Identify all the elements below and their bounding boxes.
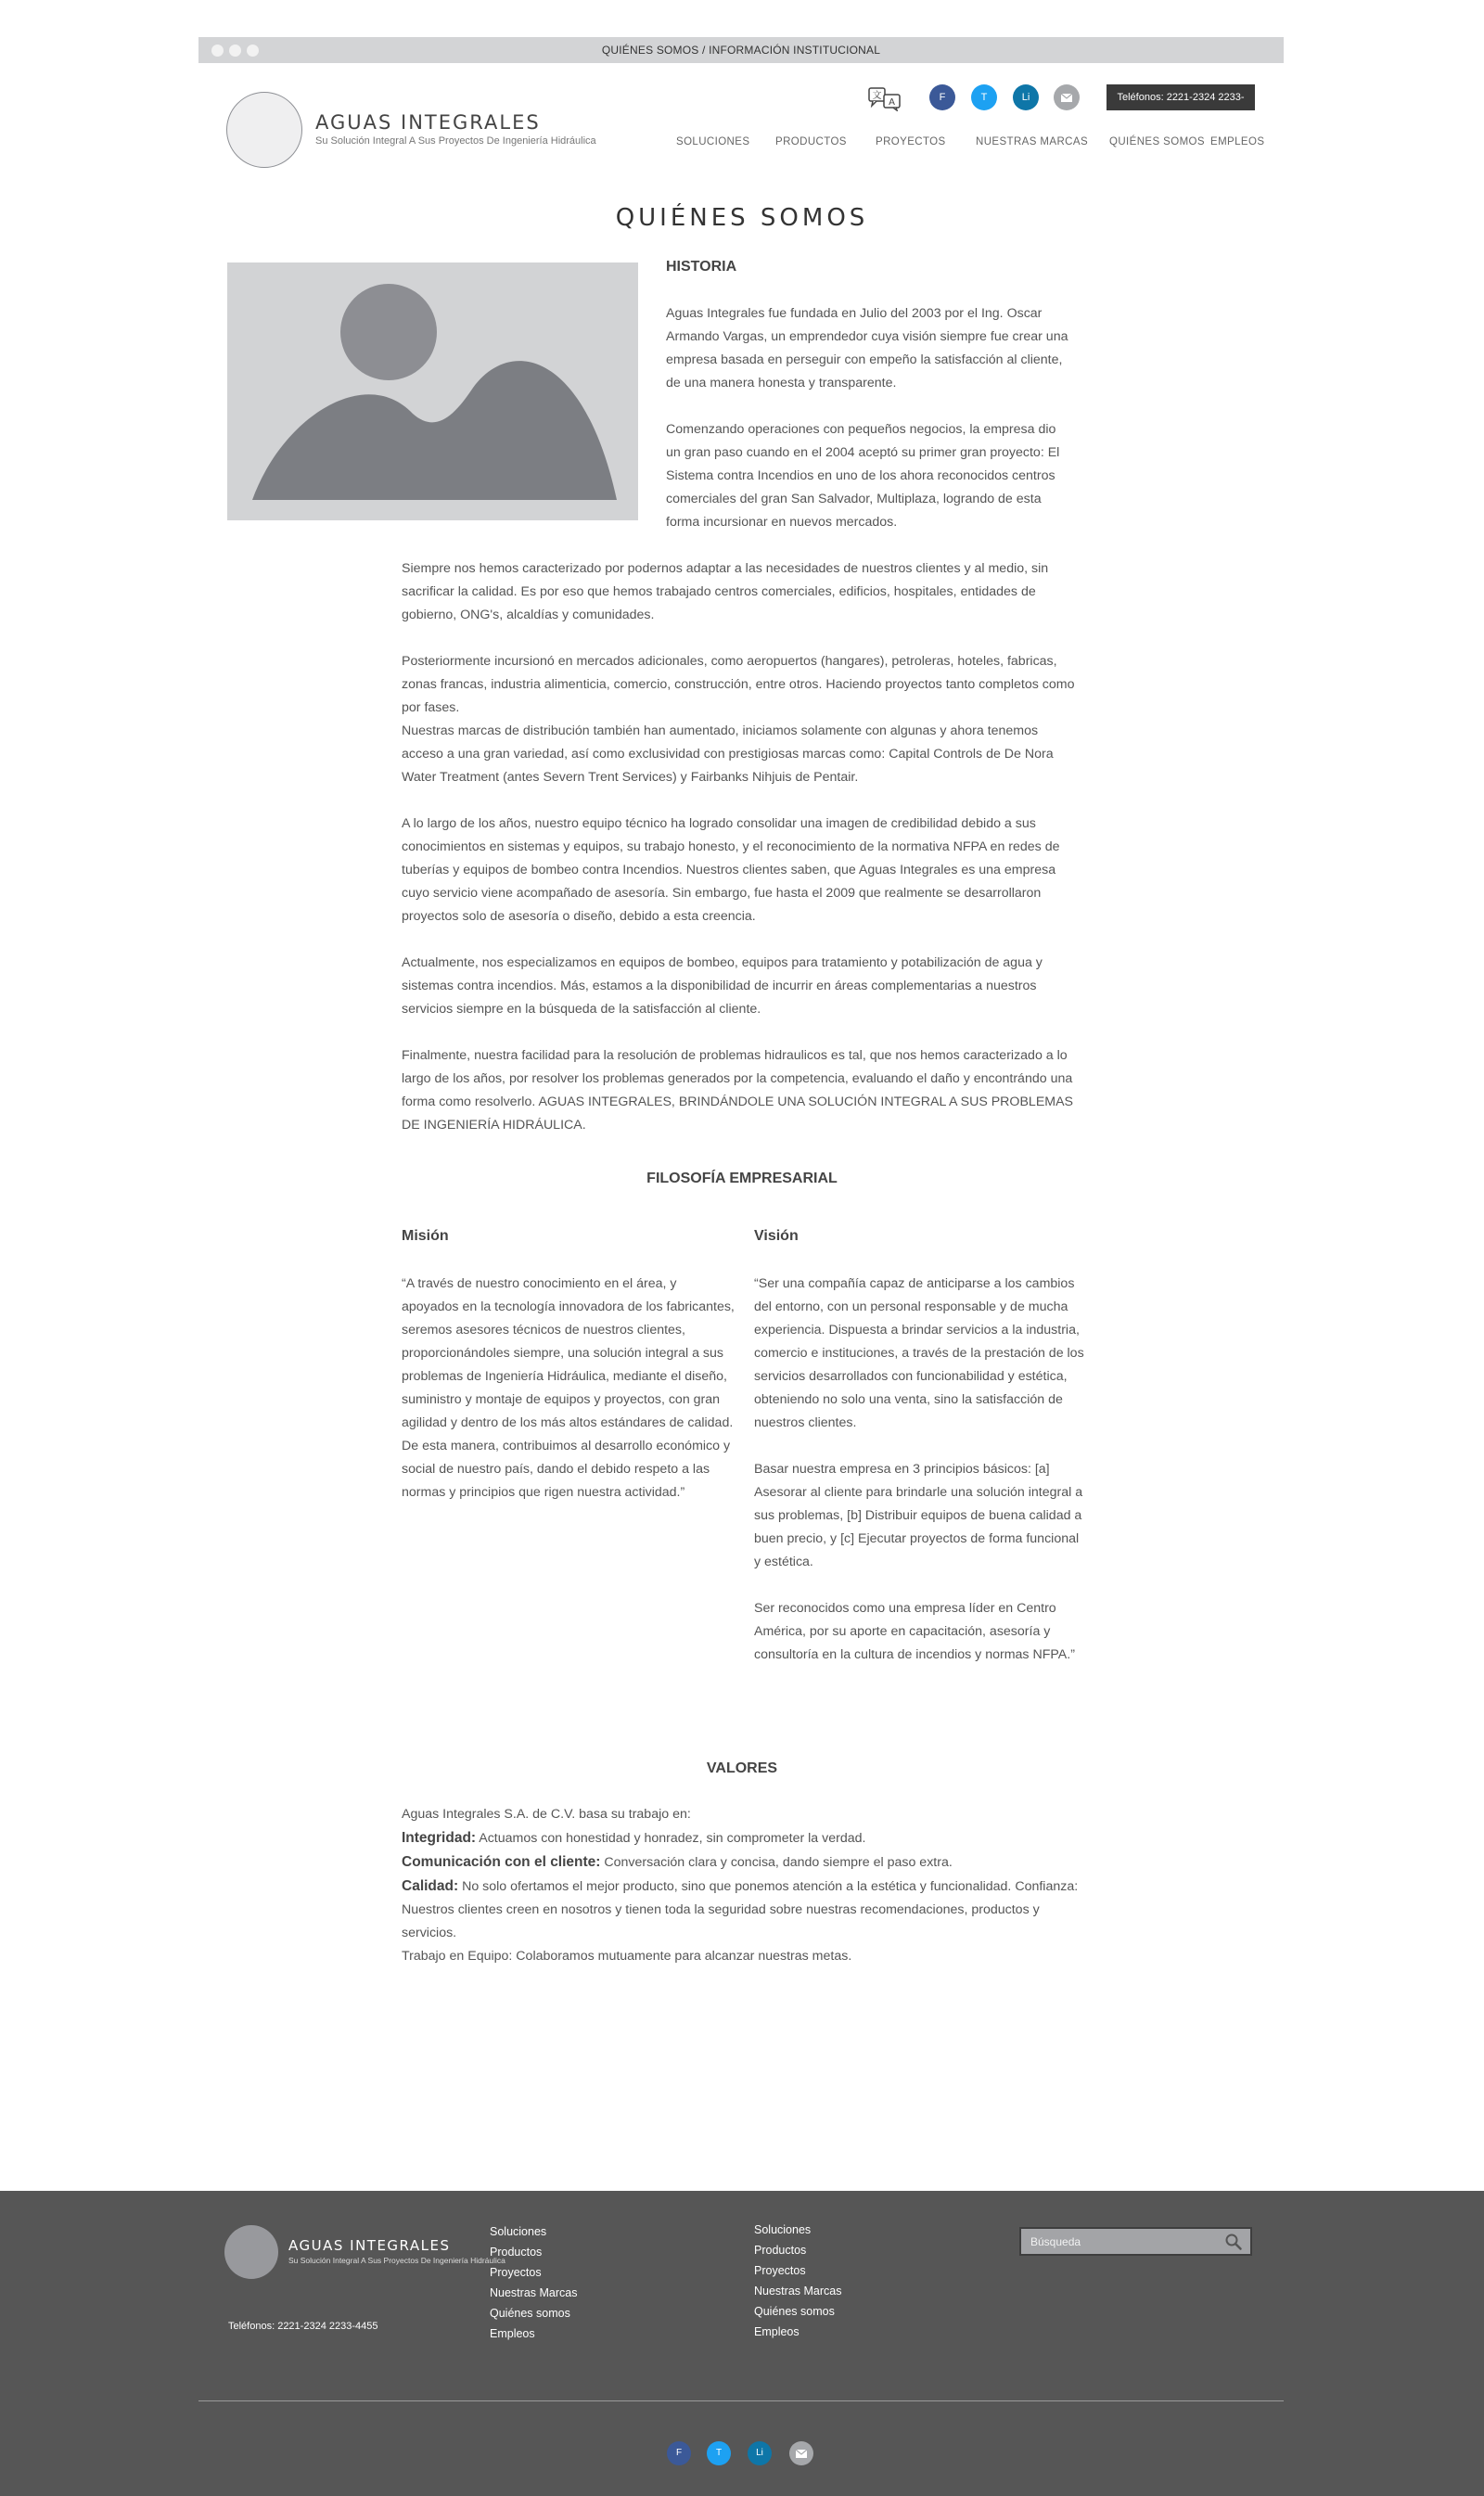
header-phone: Teléfonos: 2221-2324 2233-4455 [1107, 84, 1255, 110]
page-title: QUIÉNES SOMOS [615, 204, 869, 232]
footer-tagline: Su Solución Integral A Sus Proyectos De Ingeniería Hidráulica [288, 2256, 505, 2265]
mision-text: “A través de nuestro conocimiento en el área, y apoyados en la tecnología innovadora de los fabricantes, seremos asesores técnicos de nuestros clientes, proporcionándoles siempre, una solución integral a sus problemas de Ingeniería Hidráulica, mediante el diseño, suministro y montaje de equipos y proyectos, con gran agilidad y dentro de los más altos estándares de calidad. De esta manera, contribuimos al desarrollo económico y social de nuestro país, dando el debido respeto a las normas y principios que rigen nuestra actividad.” [402, 1276, 735, 1500]
historia-p7: Actualmente, nos especializamos en equipos de bombeo, equipos para tratamiento y potabilización de agua y sistemas contra incendios. Más, estamos a la disponibilidad de incurrir en áreas complementarias a nuestros servicios siempre en la búsqueda de la satisfacción al cliente. [402, 955, 1043, 1017]
svg-text:文: 文 [872, 91, 882, 101]
footer-link-soluciones[interactable]: Soluciones [754, 2223, 812, 2236]
svg-text:A: A [889, 97, 895, 108]
valor-comunicacion [402, 1850, 1088, 1875]
linkedin-icon[interactable]: Li [1013, 84, 1039, 110]
nav-proyectos[interactable]: PROYECTOS [876, 136, 946, 147]
valores-heading: VALORES [706, 1760, 778, 1776]
valores-list [402, 1803, 1088, 1968]
historia-p1: Aguas Integrales fue fundada en Julio del 2003 por el Ing. Oscar Armando Vargas, un emprendedor cuya visión siempre fue crear una empresa basada en perseguir con empeño la satisfacción al cliente, de una manera honesta y transparente. [666, 306, 1068, 390]
footer-link-soluciones[interactable]: Soluciones [490, 2225, 547, 2238]
footer-search [1019, 2227, 1252, 2256]
historia-p4: Posteriormente incursionó en mercados adicionales, como aeropuertos (hangares), petroleras, hoteles, fabricas, zonas francas, industria alimenticia, comercio, construcción, entre otros. Haciendo proyectos tanto completos como por fases. [402, 654, 1075, 715]
vision-p1: “Ser una compañía capaz de anticiparse a los cambios del entorno, con un personal responsable y de mucha experiencia. Dispuesta a brindar servicios a la industria, comercio e instituciones, a través de la prestación de los servicios desarrollados con funcionabilidad y estética, obteniendo no solo una venta, sino la satisfacción de nuestros clientes. [754, 1276, 1084, 1430]
vision-heading: Visión [754, 1228, 799, 1244]
brand-name[interactable]: AGUAS INTEGRALES [315, 111, 541, 134]
valor-calidad-text: No solo ofertamos el mejor producto, sino que ponemos atención a la estética y funcionalidad. Confianza: Nuestros clientes creen en nosotros y tienen toda la seguridad sobre nuestras recomendaciones, productos y servicios. [402, 1879, 1079, 1940]
valor-calidad-label: Calidad: [402, 1878, 459, 1894]
historia-p6: A lo largo de los años, nuestro equipo técnico ha logrado consolidar una imagen de credibilidad debido a sus conocimientos en sistemas y equipos, su trabajo honesto, y el reconocimiento de la normativa NFPA en redes de tuberías y equipos de bombeo contra Incendios. Nuestros clientes saben, que Aguas Integrales es una empresa cuyo servicio viene acompañado de asesoría. Sin embargo, fue hasta el 2009 que realmente se desarrollaron proyectos solo de asesoría o diseño, debido a esta creencia. [402, 816, 1060, 924]
footer-link-productos[interactable]: Productos [754, 2244, 807, 2257]
historia-p2: Comenzando operaciones con pequeños negocios, la empresa dio un gran paso cuando en el 2004 aceptó su primer gran proyecto: El Sistema contra Incendios en uno de los ahora reconocidos centros comerciales del gran San Salvador, Multiplaza, logrando de esta forma incursionar en nuevos mercados. [666, 422, 1060, 530]
logo[interactable] [226, 92, 302, 168]
mision-heading: Misión [402, 1228, 449, 1244]
footer-links-primary [490, 2221, 577, 2344]
nav-nuestras-marcas[interactable]: NUESTRAS MARCAS [976, 136, 1089, 147]
valor-equipo: Trabajo en Equipo: Colaboramos mutuamente para alcanzar nuestras metas. [402, 1949, 852, 1964]
footer-linkedin-icon[interactable]: Li [748, 2441, 772, 2465]
footer-link-nuestras-marcas[interactable]: Nuestras Marcas [754, 2285, 842, 2298]
historia-p3: Siempre nos hemos caracterizado por podernos adaptar a las necesidades de nuestros clientes y al medio, sin sacrificar la calidad. Es por eso que hemos trabajado centros comerciales, edificios, hospitales, entidades de gobierno, ONG's, alcaldías y comunidades. [402, 561, 1049, 622]
nav-quienes-somos[interactable]: QUIÉNES SOMOS [1109, 136, 1205, 147]
facebook-icon[interactable]: F [929, 84, 955, 110]
twitter-icon[interactable]: T [971, 84, 997, 110]
footer-logo[interactable] [224, 2225, 278, 2279]
footer [0, 2191, 1484, 2496]
search-input[interactable] [1030, 2234, 1216, 2250]
footer-brand[interactable]: AGUAS INTEGRALES [288, 2237, 451, 2254]
valor-calidad [402, 1875, 1088, 1945]
footer-links-secondary [754, 2220, 841, 2342]
footer-link-proyectos[interactable]: Proyectos [490, 2266, 542, 2279]
historia-p5: Nuestras marcas de distribución también han aumentado, iniciamos solamente con algunas y ahora tenemos acceso a una gran variedad, así como exclusividad con prestigiosas marcas como: Capital Controls de De Nora Water Treatment (antes Severn Trent Services) y Fairbanks Nihjuis de Pentair. [402, 723, 1054, 785]
footer-link-quienes-somos[interactable]: Quiénes somos [490, 2307, 570, 2320]
footer-facebook-icon[interactable]: F [667, 2441, 691, 2465]
footer-mail-icon[interactable] [789, 2441, 813, 2465]
translate-icon[interactable] [868, 87, 902, 111]
nav-empleos[interactable]: EMPLEOS [1210, 136, 1265, 147]
search-icon[interactable] [1224, 2233, 1243, 2251]
valor-integridad [402, 1826, 1088, 1850]
nav-productos[interactable]: PRODUCTOS [775, 136, 847, 147]
vision-p3: Ser reconocidos como una empresa líder en Centro América, por su aporte en capacitación, asesoría y consultoría en la cultura de incendios y normas NFPA.” [754, 1601, 1075, 1662]
browser-title: QUIÉNES SOMOS / INFORMACIÓN INSTITUCIONAL [601, 44, 881, 57]
footer-divider [198, 2400, 1284, 2401]
nav-soluciones[interactable]: SOLUCIONES [676, 136, 750, 147]
mail-icon[interactable] [1054, 84, 1080, 110]
person-silhouette-icon [227, 262, 638, 520]
historia-heading: HISTORIA [666, 259, 737, 275]
footer-link-quienes-somos[interactable]: Quiénes somos [754, 2305, 835, 2318]
valor-comunicacion-label: Comunicación con el cliente: [402, 1854, 601, 1870]
footer-phone: Teléfonos: 2221-2324 2233-4455 [228, 2321, 378, 2332]
footer-link-empleos[interactable]: Empleos [754, 2325, 800, 2338]
footer-link-nuestras-marcas[interactable]: Nuestras Marcas [490, 2286, 578, 2299]
valor-integridad-label: Integridad: [402, 1830, 477, 1846]
valores-intro: Aguas Integrales S.A. de C.V. basa su trabajo en: [402, 1807, 691, 1822]
image-placeholder [227, 262, 638, 520]
browser-title-bar [198, 37, 1284, 63]
footer-twitter-icon[interactable]: T [707, 2441, 731, 2465]
footer-link-empleos[interactable]: Empleos [490, 2327, 535, 2340]
valor-integridad-text: Actuamos con honestidad y honradez, sin comprometer la verdad. [476, 1831, 866, 1846]
historia-p8: Finalmente, nuestra facilidad para la resolución de problemas hidraulicos es tal, que nos hemos caracterizado a lo largo de los años, por resolver los problemas generados por la competencia, evaluando el daño y encontrándo una forma como resolverlo. AGUAS INTEGRALES, BRINDÁNDOLE UNA SOLUCIÓN INTEGRAL A SUS PROBLEMAS DE INGENIERÍA HIDRÁULICA. [402, 1048, 1074, 1133]
footer-link-proyectos[interactable]: Proyectos [754, 2264, 806, 2277]
brand-tagline: Su Solución Integral A Sus Proyectos De Ingeniería Hidráulica [315, 135, 596, 147]
vision-p2: Basar nuestra empresa en 3 principios básicos: [a] Asesorar al cliente para brindarle una solución integral a sus problemas, [b] Distribuir equipos de buena calidad a buen precio, y [c] Ejecutar proyectos de forma funcional y estética. [754, 1462, 1083, 1569]
footer-link-productos[interactable]: Productos [490, 2246, 543, 2259]
filosofia-heading: FILOSOFÍA EMPRESARIAL [646, 1171, 838, 1186]
valor-comunicacion-text: Conversación clara y concisa, dando siempre el paso extra. [600, 1855, 953, 1870]
